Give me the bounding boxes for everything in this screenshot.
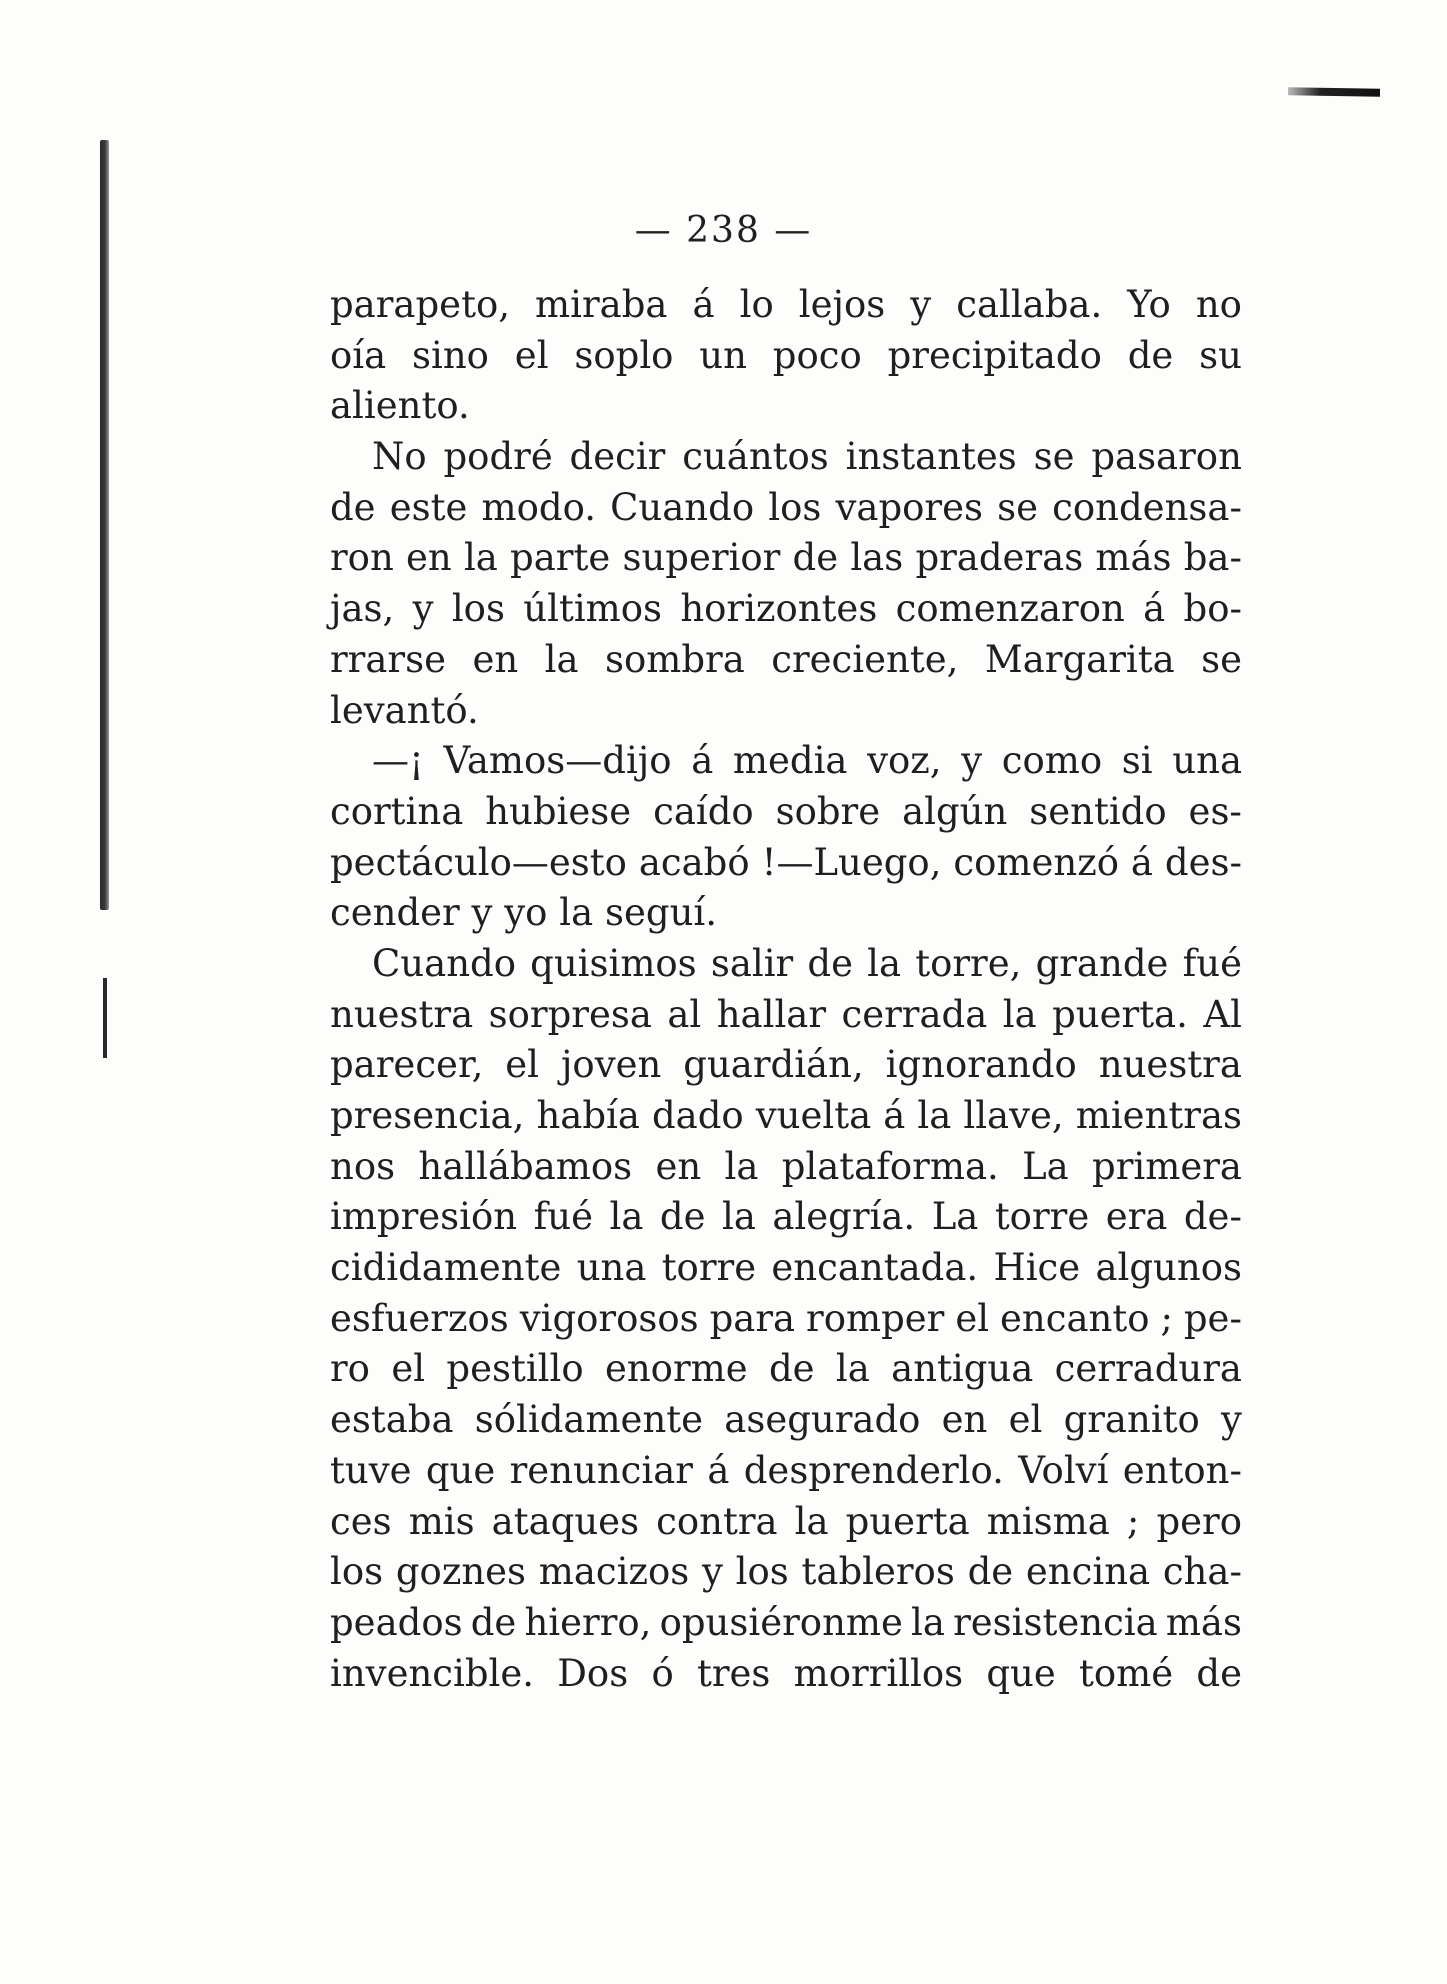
- word: á: [691, 739, 714, 783]
- word: yo: [504, 891, 548, 935]
- text-line: [330, 1395, 1242, 1446]
- word: fué: [1182, 941, 1242, 985]
- word: la: [463, 536, 498, 580]
- text-line: [330, 1142, 1242, 1193]
- word: de: [967, 1550, 1014, 1594]
- word: tres: [696, 1651, 771, 1695]
- word: impresión: [330, 1195, 518, 1239]
- word: la: [794, 1499, 829, 1543]
- word: salir: [710, 941, 794, 985]
- word: grande: [1035, 941, 1169, 985]
- text-line: [330, 888, 1242, 939]
- word: La: [1022, 1144, 1069, 1188]
- word: Cuando: [610, 485, 755, 529]
- word: pasaron: [1091, 435, 1242, 479]
- word: á: [707, 1448, 730, 1492]
- word: goznes: [395, 1550, 527, 1594]
- word: pe-: [1183, 1296, 1242, 1340]
- word: el: [505, 1043, 540, 1087]
- word: esfuerzos: [330, 1296, 509, 1340]
- word: —¡: [372, 739, 424, 783]
- text-line: [330, 1598, 1242, 1649]
- word: había: [536, 1094, 640, 1137]
- word: antigua: [891, 1347, 1034, 1391]
- word: nos: [330, 1144, 396, 1188]
- word: opusiéronme: [659, 1600, 903, 1644]
- word: de: [470, 1600, 517, 1644]
- word: sobre: [775, 789, 881, 833]
- word: cender: [330, 891, 460, 935]
- word: No: [372, 435, 427, 479]
- word: peados: [330, 1600, 463, 1644]
- word: pectáculo—esto: [330, 840, 627, 884]
- word: como: [1001, 739, 1103, 783]
- word: en: [406, 536, 452, 580]
- word: ba-: [1183, 536, 1242, 580]
- word: la: [867, 941, 902, 985]
- word: puerta.: [1052, 992, 1188, 1036]
- word: los: [735, 1550, 789, 1594]
- word: quisimos: [530, 941, 697, 985]
- word: praderas: [915, 536, 1084, 580]
- word: cortina: [330, 789, 464, 833]
- word: levantó.: [330, 688, 479, 732]
- word: de-: [1183, 1195, 1242, 1239]
- word: tomé: [1079, 1651, 1174, 1695]
- word: parte: [510, 536, 611, 580]
- word: llave,: [963, 1094, 1064, 1137]
- text-line: [330, 736, 1242, 787]
- text-line: [330, 1497, 1242, 1548]
- word: podré: [443, 435, 553, 479]
- word: era: [1105, 1195, 1168, 1239]
- word: Vamos—dijo: [443, 739, 672, 783]
- word: un: [699, 333, 747, 377]
- word: se: [997, 485, 1039, 529]
- word: y: [702, 1550, 723, 1594]
- body-text: [330, 280, 1242, 1699]
- word: es-: [1188, 789, 1242, 833]
- word: de: [807, 941, 853, 985]
- word: de: [768, 1347, 815, 1391]
- word: morrillos: [793, 1651, 964, 1695]
- word: que: [986, 1651, 1056, 1695]
- word: algún: [902, 789, 1008, 833]
- word: mientras: [1075, 1094, 1242, 1137]
- word: fué: [533, 1195, 594, 1239]
- word: comenzó: [953, 840, 1119, 884]
- word: oía: [330, 333, 387, 377]
- word: sorpresa: [488, 992, 652, 1036]
- word: Al: [1203, 992, 1242, 1036]
- word: ces: [330, 1499, 392, 1543]
- word: bo-: [1183, 587, 1242, 631]
- word: renunciar: [509, 1448, 693, 1492]
- word: de: [330, 485, 376, 529]
- word: de: [792, 536, 839, 580]
- word: ro: [330, 1347, 370, 1391]
- word: de: [659, 1195, 706, 1239]
- word: contra: [656, 1499, 778, 1543]
- word: condensa-: [1052, 485, 1242, 529]
- word: y: [412, 587, 434, 631]
- word: los: [451, 587, 505, 631]
- word: poco: [772, 333, 862, 377]
- word: media: [732, 739, 848, 783]
- word: comenzaron: [895, 587, 1125, 631]
- text-line: [330, 635, 1242, 686]
- word: las: [850, 536, 904, 580]
- word: últimos: [523, 587, 662, 631]
- word: sentido: [1029, 789, 1167, 833]
- word: á: [883, 1094, 906, 1137]
- word: si: [1121, 739, 1153, 783]
- word: más: [1165, 1600, 1242, 1644]
- word: torre,: [915, 941, 1022, 985]
- word: lo: [739, 283, 774, 326]
- word: el: [391, 1347, 426, 1391]
- word: para: [709, 1296, 796, 1340]
- word: ;: [1160, 1296, 1173, 1340]
- word: en: [472, 637, 519, 681]
- word: Margarita: [984, 637, 1175, 681]
- word: macizos: [538, 1550, 690, 1594]
- word: una: [1172, 739, 1242, 783]
- word: de: [1127, 333, 1174, 377]
- word: seguí.: [605, 891, 718, 935]
- word: dado: [651, 1094, 744, 1137]
- word: callaba.: [956, 283, 1103, 326]
- word: invencible.: [330, 1651, 535, 1695]
- word: la: [544, 637, 579, 681]
- page-number: — 238 —: [634, 210, 813, 251]
- word: nuestra: [1098, 1043, 1242, 1087]
- word: la: [835, 1347, 870, 1391]
- text-line: [330, 787, 1242, 838]
- text-line: [330, 584, 1242, 635]
- word: enorme: [604, 1347, 748, 1391]
- text-line: [330, 1192, 1242, 1243]
- text-line: [330, 533, 1242, 584]
- word: precipitado: [887, 333, 1102, 377]
- word: el: [514, 333, 549, 377]
- word: Hice: [993, 1246, 1081, 1290]
- text-line: [330, 1649, 1242, 1700]
- word: alegría.: [772, 1195, 916, 1239]
- word: soplo: [574, 333, 674, 377]
- scan-edge-mark-left: [103, 978, 107, 1058]
- word: hubiese: [485, 789, 632, 833]
- text-line: [330, 1243, 1242, 1294]
- word: des-: [1164, 840, 1242, 884]
- text-line: [330, 939, 1242, 990]
- word: se: [1201, 637, 1242, 681]
- word: encantada.: [771, 1246, 979, 1290]
- word: y: [961, 739, 983, 783]
- word: torre: [994, 1195, 1090, 1239]
- word: su: [1199, 333, 1242, 377]
- word: asegurado: [724, 1398, 921, 1442]
- word: resistencia: [953, 1600, 1158, 1644]
- word: este: [389, 485, 468, 529]
- word: tableros: [801, 1550, 955, 1594]
- word: misma: [986, 1499, 1110, 1543]
- word: que: [425, 1448, 496, 1492]
- word: acabó: [638, 840, 750, 884]
- word: la: [1002, 992, 1037, 1036]
- word: La: [931, 1195, 979, 1239]
- word: vapores: [835, 485, 983, 529]
- text-line: [330, 1344, 1242, 1395]
- scan-edge-mark-top: [1288, 87, 1380, 97]
- word: más: [1095, 536, 1172, 580]
- word: romper: [806, 1296, 945, 1340]
- word: los: [330, 1550, 384, 1594]
- word: caído: [653, 789, 754, 833]
- word: aliento.: [330, 384, 470, 428]
- word: la: [721, 1195, 756, 1239]
- word: pero: [1156, 1499, 1242, 1543]
- text-line: [330, 1091, 1242, 1142]
- word: cha-: [1162, 1550, 1242, 1594]
- word: cuántos: [682, 435, 829, 479]
- word: ó: [651, 1651, 674, 1695]
- word: estaba: [330, 1398, 454, 1442]
- word: ignorando: [885, 1043, 1077, 1087]
- text-line: [330, 432, 1242, 483]
- word: el: [955, 1296, 990, 1340]
- word: cerradura: [1054, 1347, 1242, 1391]
- word: la: [724, 1144, 759, 1188]
- word: á: [1143, 587, 1166, 631]
- word: instantes: [845, 435, 1017, 479]
- word: no: [1195, 283, 1242, 326]
- word: guardián,: [683, 1043, 864, 1087]
- word: nuestra: [330, 992, 474, 1036]
- text-line: [330, 990, 1242, 1041]
- word: decir: [569, 435, 666, 479]
- word: !—Luego,: [761, 840, 942, 884]
- word: modo.: [481, 485, 596, 529]
- word: parapeto,: [330, 283, 510, 326]
- word: miraba: [535, 283, 668, 326]
- word: una: [576, 1246, 647, 1290]
- word: Dos: [557, 1651, 629, 1695]
- word: vuelta: [755, 1094, 872, 1137]
- word: de: [1196, 1651, 1242, 1695]
- word: sólidamente: [474, 1398, 704, 1442]
- word: puerta: [845, 1499, 970, 1543]
- word: á: [1130, 840, 1153, 884]
- word: presencia,: [330, 1094, 525, 1137]
- text-line: [330, 483, 1242, 534]
- word: se: [1033, 435, 1075, 479]
- text-line: [330, 331, 1242, 382]
- word: Yo: [1127, 283, 1171, 326]
- word: creciente,: [771, 637, 959, 681]
- word: sino: [412, 333, 489, 377]
- word: los: [768, 485, 822, 529]
- word: algunos: [1095, 1246, 1242, 1290]
- word: hallar: [716, 992, 827, 1036]
- word: en: [941, 1398, 988, 1442]
- word: Volví: [1018, 1448, 1109, 1492]
- word: la: [609, 1195, 644, 1239]
- word: al: [667, 992, 702, 1036]
- word: sombra: [605, 637, 745, 681]
- word: hierro,: [524, 1600, 652, 1644]
- word: y: [910, 283, 932, 326]
- word: desprenderlo.: [743, 1448, 1004, 1492]
- word: torre: [661, 1246, 757, 1290]
- word: la: [911, 1600, 945, 1644]
- word: Cuando: [372, 941, 516, 985]
- word: la: [917, 1094, 952, 1137]
- word: voz,: [867, 739, 942, 783]
- word: ataques: [491, 1499, 640, 1543]
- word: enton-: [1122, 1448, 1242, 1492]
- word: á: [692, 283, 715, 326]
- word: jas,: [330, 587, 395, 631]
- word: primera: [1092, 1144, 1242, 1188]
- word: lejos: [798, 283, 886, 326]
- text-line: [330, 1446, 1242, 1497]
- word: pestillo: [446, 1347, 584, 1391]
- word: superior: [622, 536, 781, 580]
- word: cididamente: [330, 1246, 562, 1290]
- word: parecer,: [330, 1043, 484, 1087]
- word: ron: [330, 536, 394, 580]
- word: mis: [408, 1499, 475, 1543]
- text-line: [330, 838, 1242, 889]
- word: rrarse: [330, 637, 447, 681]
- word: cerrada: [841, 992, 988, 1036]
- word: hallábamos: [418, 1144, 633, 1188]
- word: tuve: [330, 1448, 412, 1492]
- text-line: [330, 381, 1242, 432]
- word: joven: [560, 1043, 662, 1087]
- scan-edge-shadow-left: [100, 140, 109, 910]
- word: plataforma.: [781, 1144, 999, 1188]
- word: vigorosos: [519, 1296, 699, 1340]
- word: encina: [1025, 1550, 1151, 1594]
- word: en: [655, 1144, 702, 1188]
- word: el: [1008, 1398, 1043, 1442]
- word: horizontes: [680, 587, 878, 631]
- word: y: [1221, 1398, 1242, 1442]
- word: ;: [1126, 1499, 1140, 1543]
- word: granito: [1063, 1398, 1200, 1442]
- word: encanto: [1000, 1296, 1150, 1340]
- text-line: [330, 686, 1242, 737]
- word: la: [559, 891, 594, 935]
- text-line: [330, 1547, 1242, 1598]
- text-line: [330, 1294, 1242, 1345]
- text-line: [330, 1040, 1242, 1091]
- text-line: [330, 280, 1242, 331]
- word: y: [471, 891, 493, 935]
